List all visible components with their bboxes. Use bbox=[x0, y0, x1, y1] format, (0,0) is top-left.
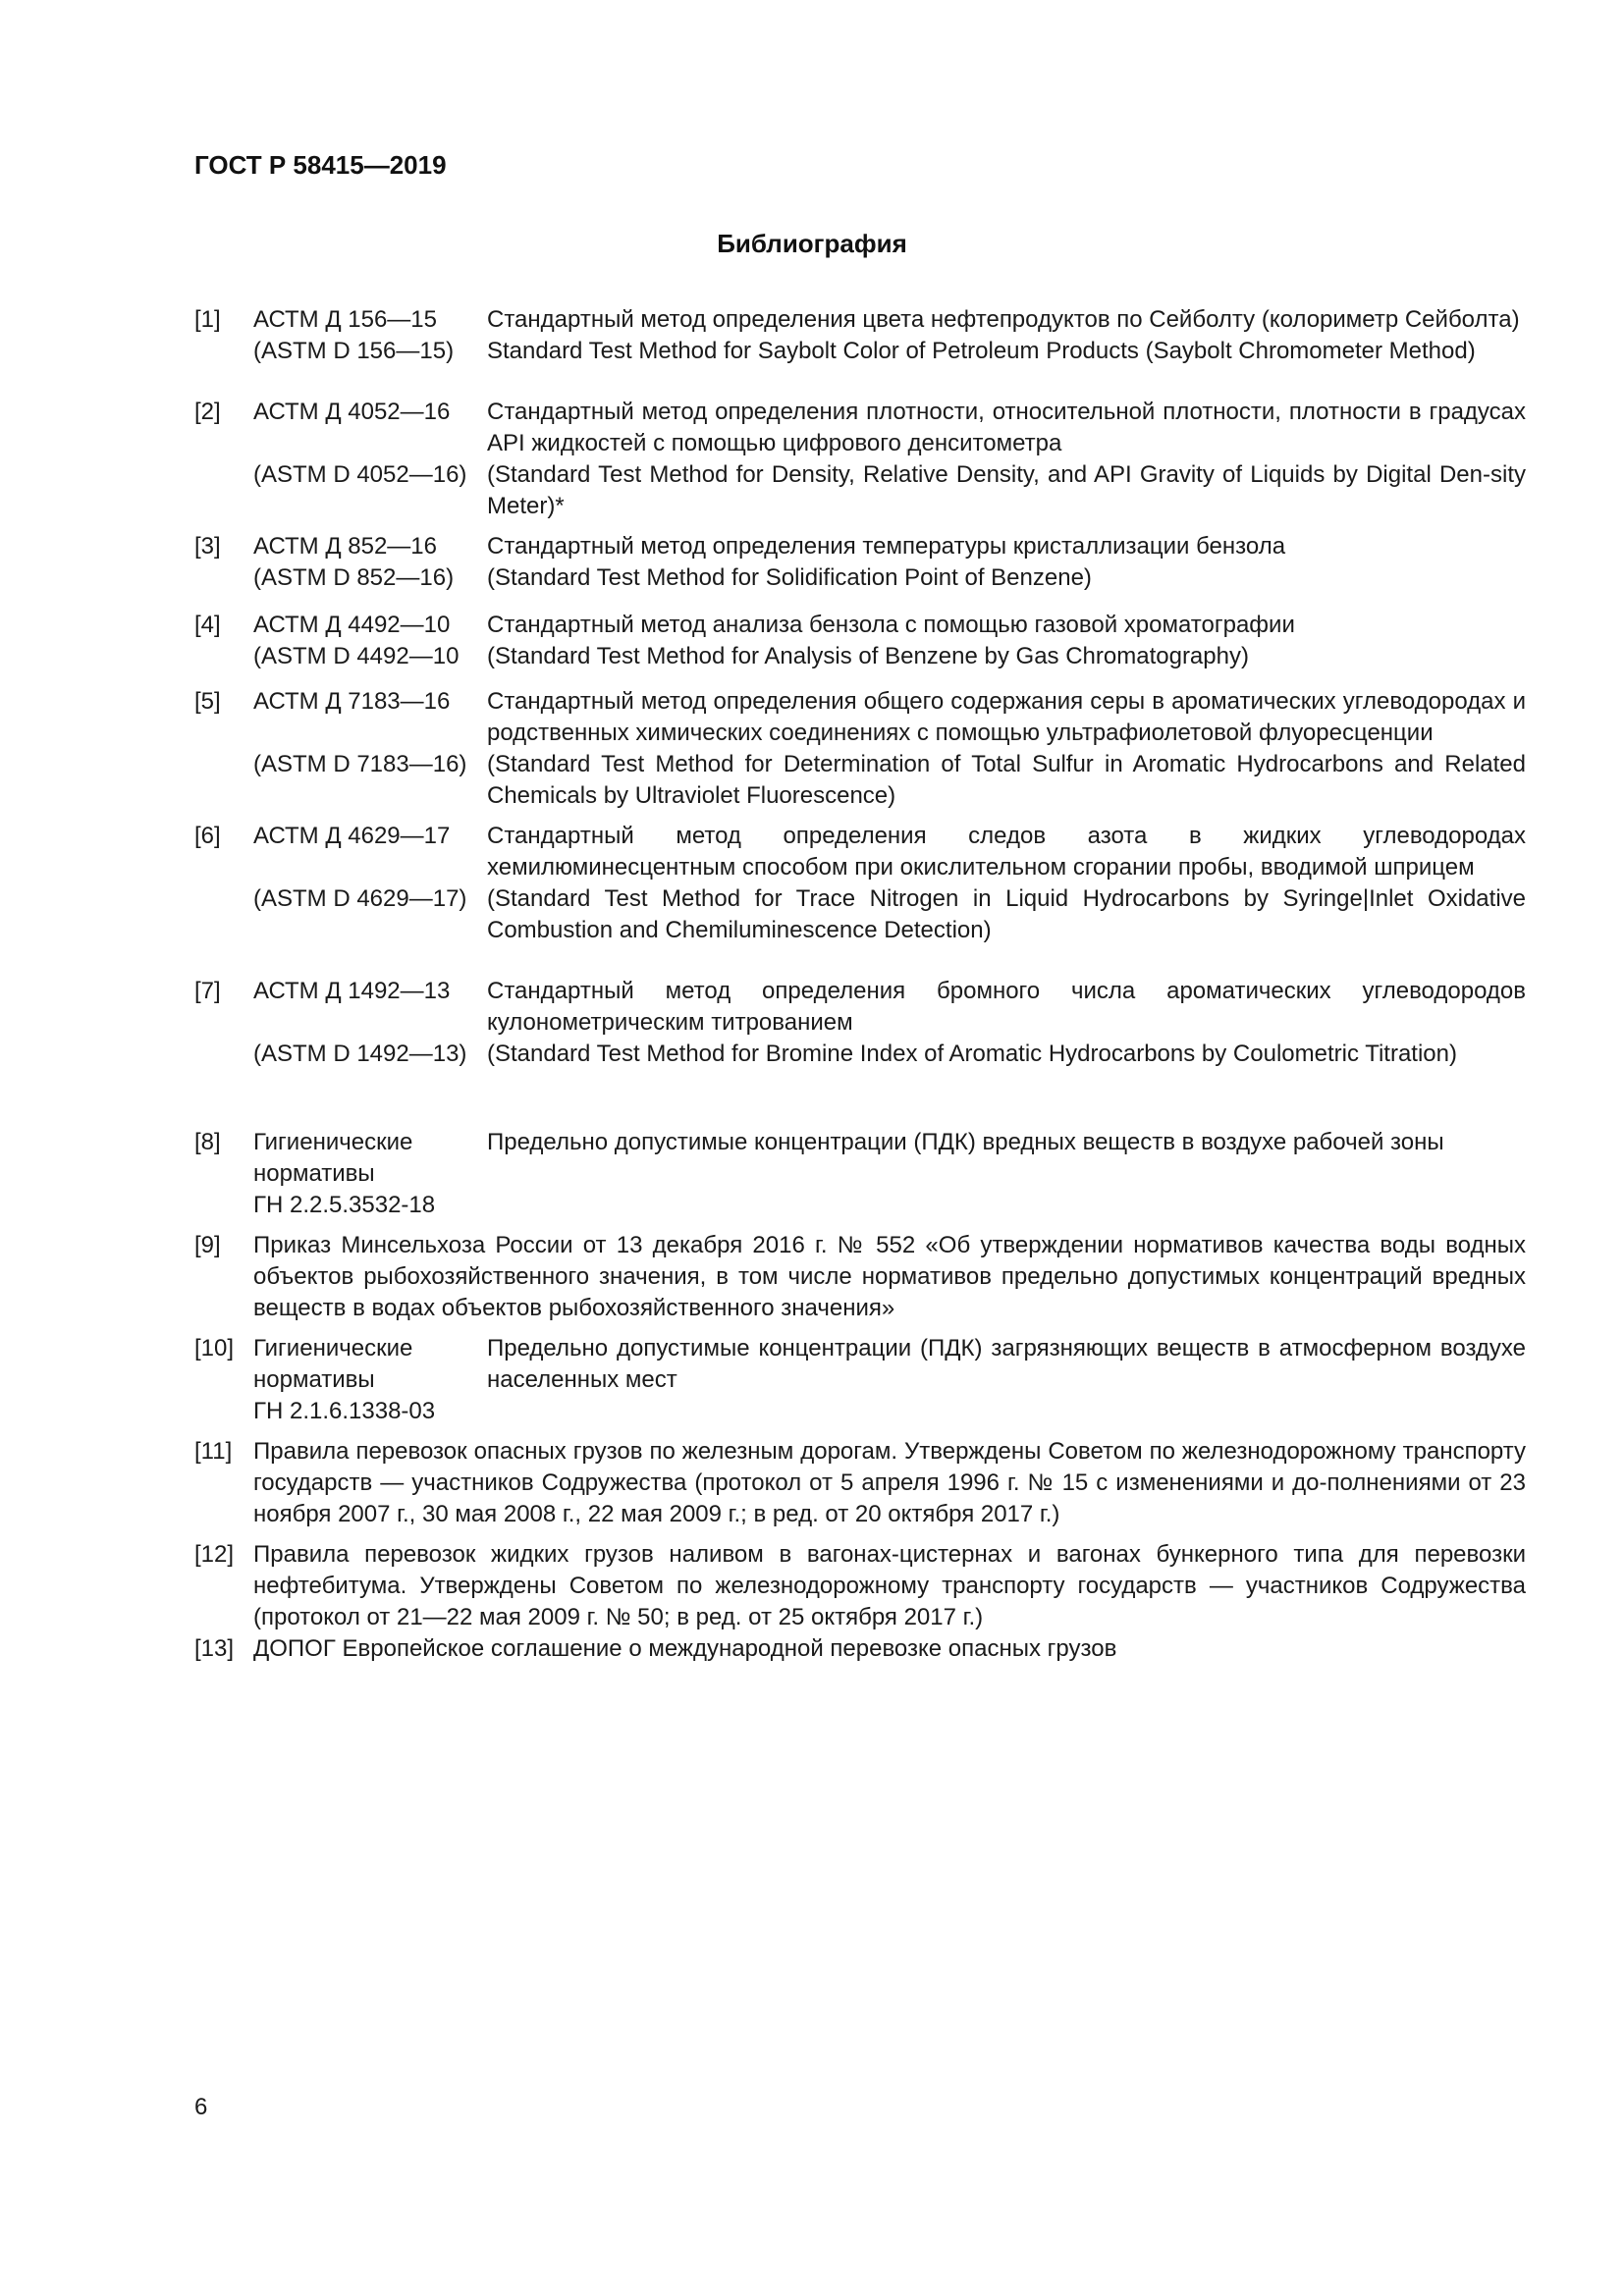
en-title: (Standard Test Method for Analysis of Benzene by Gas Chromatography) bbox=[487, 643, 1249, 669]
bib-entry-13 bbox=[194, 1633, 1526, 1665]
entry-number: [8] bbox=[194, 1129, 221, 1155]
document-code: ГОСТ Р 58415—2019 bbox=[194, 150, 447, 180]
ru-title: Стандартный метод определения цвета нефтепродуктов по Сейболту (колориметр Сейболта) bbox=[487, 306, 1520, 333]
bib-entry-3 bbox=[194, 531, 1526, 594]
en-designation: (ASTM D 7183—16) bbox=[253, 751, 467, 777]
en-designation: (ASTM D 4052—16) bbox=[253, 461, 467, 488]
entry-number: [10] bbox=[194, 1335, 235, 1362]
norm-designation-line: нормативы bbox=[253, 1366, 375, 1393]
entry-text: Правила перевозок опасных грузов по железным дорогам. Утверждены Советом по железнодорожному транспорту государств — участников Содружества (протокол от 5 апреля 1996 г. № 15 с изменениями и до-полнениями от 23 ноября 2007 г., 30 мая 2008 г., 22 мая 2009 г.; в ред. от 20 октября 2017 г.) bbox=[253, 1438, 1526, 1527]
ru-title: Стандартный метод определения общего содержания серы в ароматических углеводородах и родственных химических соединениях с помощью ультрафиолетовой флуоресценции bbox=[487, 688, 1526, 746]
bib-entry-1 bbox=[194, 304, 1526, 367]
bib-entry-5 bbox=[194, 686, 1526, 812]
entry-text: Правила перевозок жидких грузов наливом в вагонах-цистернах и вагонах бункерного типа для перевозки нефтебитума. Утверждены Советом по железнодорожному транспорту государств — участников Содружества (протокол от 21—22 мая 2009 г. № 50; в ред. от 25 октября 2017 г.) bbox=[253, 1541, 1526, 1630]
norm-designation-line: ГН 2.2.5.3532-18 bbox=[253, 1192, 436, 1218]
entry-number: [6] bbox=[194, 823, 221, 849]
en-title: (Standard Test Method for Density, Relative Density, and API Gravity of Liquids by Digital Den-sity Meter)* bbox=[487, 461, 1526, 519]
ru-designation: АСТМ Д 4629—17 bbox=[253, 823, 451, 849]
en-title: Standard Test Method for Saybolt Color of Petroleum Products (Saybolt Chromometer Method) bbox=[487, 338, 1476, 364]
entry-number: [12] bbox=[194, 1541, 235, 1568]
ru-designation: АСТМ Д 156—15 bbox=[253, 306, 437, 333]
bib-entry-12 bbox=[194, 1539, 1526, 1633]
ru-designation: АСТМ Д 852—16 bbox=[253, 533, 437, 560]
entry-number: [9] bbox=[194, 1232, 221, 1258]
ru-title: Стандартный метод определения бромного числа ароматических углеводородов кулонометрическим титрованием bbox=[487, 978, 1526, 1036]
en-designation: (ASTM D 1492—13) bbox=[253, 1041, 467, 1067]
bib-entry-11 bbox=[194, 1436, 1526, 1530]
bibliography-list bbox=[194, 304, 1526, 1665]
norm-designation-line: Гигиенические bbox=[253, 1335, 413, 1362]
ru-title: Стандартный метод определения плотности, относительной плотности, плотности в градусах API жидкостей с помощью цифрового денситометра bbox=[487, 399, 1526, 456]
entry-number: [5] bbox=[194, 688, 221, 715]
en-designation: (ASTM D 4629—17) bbox=[253, 885, 467, 912]
en-title: (Standard Test Method for Trace Nitrogen in Liquid Hydrocarbons by Syringe|Inlet Oxidative Combustion and Chemiluminescence Detection) bbox=[487, 885, 1526, 943]
ru-designation: АСТМ Д 4052—16 bbox=[253, 399, 451, 425]
ru-designation: АСТМ Д 7183—16 bbox=[253, 688, 451, 715]
ru-designation: АСТМ Д 4492—10 bbox=[253, 612, 451, 638]
norm-title: Предельно допустимые концентрации (ПДК) загрязняющих веществ в атмосферном воздухе населенных мест bbox=[487, 1335, 1526, 1393]
entry-number: [3] bbox=[194, 533, 221, 560]
bib-entry-2 bbox=[194, 397, 1526, 522]
bib-entry-8 bbox=[194, 1127, 1526, 1221]
bib-entry-10 bbox=[194, 1333, 1526, 1427]
bib-entry-4 bbox=[194, 610, 1526, 672]
norm-designation bbox=[253, 1127, 487, 1221]
bib-entry-9 bbox=[194, 1230, 1526, 1324]
entry-number: [1] bbox=[194, 306, 221, 333]
entry-number: [13] bbox=[194, 1635, 235, 1662]
entry-number: [2] bbox=[194, 399, 221, 425]
page-number: 6 bbox=[194, 2094, 208, 2120]
ru-title: Стандартный метод определения следов азота в жидких углеводородах хемилюминесцентным способом при окислительном сгорании пробы, вводимой шприцем bbox=[487, 823, 1526, 881]
norm-designation bbox=[253, 1333, 487, 1427]
norm-designation-line: ГН 2.1.6.1338-03 bbox=[253, 1398, 436, 1424]
bib-entry-7 bbox=[194, 976, 1526, 1070]
en-title: (Standard Test Method for Determination of Total Sulfur in Aromatic Hydrocarbons and Related Chemicals by Ultraviolet Fluorescence) bbox=[487, 751, 1526, 809]
en-designation: (ASTM D 852—16) bbox=[253, 564, 455, 591]
norm-designation-line: нормативы bbox=[253, 1160, 375, 1187]
entry-text: ДОПОГ Европейское соглашение о международной перевозке опасных грузов bbox=[253, 1635, 1117, 1662]
norm-designation-line: Гигиенические bbox=[253, 1129, 413, 1155]
ru-title: Стандартный метод анализа бензола с помощью газовой хроматографии bbox=[487, 612, 1295, 638]
entry-number: [7] bbox=[194, 978, 221, 1004]
norm-title: Предельно допустимые концентрации (ПДК) вредных веществ в воздухе рабочей зоны bbox=[487, 1129, 1444, 1155]
ru-designation: АСТМ Д 1492—13 bbox=[253, 978, 451, 1004]
en-title: (Standard Test Method for Solidification Point of Benzene) bbox=[487, 564, 1092, 591]
entry-text: Приказ Минсельхоза России от 13 декабря 2016 г. № 552 «Об утверждении нормативов качества воды водных объектов рыбохозяйственного значения, в том числе нормативов предельно допустимых концентраций вредных веществ в водах объектов рыбохозяйственного значения» bbox=[253, 1232, 1526, 1321]
bib-entry-6 bbox=[194, 821, 1526, 946]
ru-title: Стандартный метод определения температуры кристаллизации бензола bbox=[487, 533, 1286, 560]
entry-number: [4] bbox=[194, 612, 221, 638]
en-title: (Standard Test Method for Bromine Index of Aromatic Hydrocarbons by Coulometric Titration) bbox=[487, 1041, 1457, 1067]
en-designation: (ASTM D 4492—10 bbox=[253, 643, 460, 669]
en-designation: (ASTM D 156—15) bbox=[253, 338, 455, 364]
bibliography-title: Библиография bbox=[717, 229, 907, 258]
entry-number: [11] bbox=[194, 1438, 233, 1465]
